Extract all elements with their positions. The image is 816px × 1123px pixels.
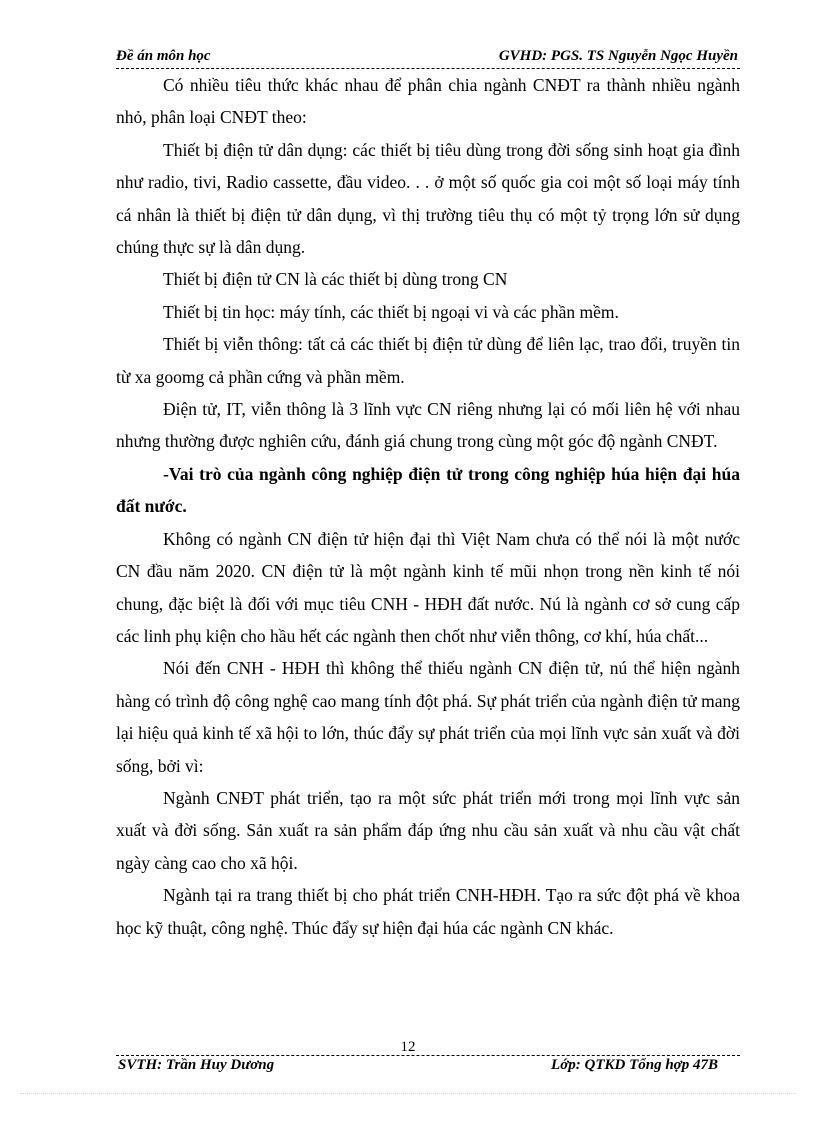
page-header (116, 46, 740, 69)
page-edge-divider (20, 1093, 796, 1094)
header-course-title: Đề án môn học (116, 48, 211, 64)
section-heading: -Vai trò của ngành công nghiệp điện tử trong công nghiệp húa hiện đại húa đất nước. (116, 463, 740, 517)
footer-divider (116, 1055, 740, 1056)
paragraph: Nói đến CNH - HĐH thì không thể thiếu ngành CN điện tử, nú thể hiện ngành hàng có trình độ công nghệ cao mang tính đột phá. Sự phát triển của ngành điện tử mang lại hiệu quả kinh tế xã hội to lớn, thúc đẩy sự phát triển của mọi lĩnh vực sản xuất và đời sống, bởi vì: (116, 658, 740, 776)
page-footer (116, 1057, 740, 1077)
paragraph: Không có ngành CN điện tử hiện đại thì Việt Nam chưa có thể nói là một nước CN đầu năm 2020. CN điện tử là một ngành kinh tế mũi nhọn trong nền kinh tế nói chung, đặc biệt là đối với mục tiêu CNH - HĐH đất nước. Nú là ngành cơ sở cung cấp các linh phụ kiện cho hầu hết các ngành then chốt như viễn thông, cơ khí, húa chất... (116, 528, 740, 646)
header-supervisor: GVHD: PGS. TS Nguyễn Ngọc Huyền (498, 48, 738, 64)
paragraph: Có nhiều tiêu thức khác nhau để phân chia ngành CNĐT ra thành nhiều ngành nhỏ, phân loại CNĐT theo: (116, 75, 740, 128)
page-number: 12 (400, 1039, 416, 1055)
paragraph: Thiết bị điện tử dân dụng: các thiết bị tiêu dùng trong đời sống sinh hoạt gia đình như radio, tivi, Radio cassette, đầu video. . . ở một số quốc gia coi một số loại máy tính cá nhân là thiết bị điện tử dân dụng, vì thị trường tiêu thụ có một tỷ trọng lớn sử dụng chúng thực sự là dân dụng. (116, 139, 740, 258)
paragraph: Ngành CNĐT phát triển, tạo ra một sức phát triển mới trong mọi lĩnh vực sản xuất và đời sống. Sản xuất ra sản phẩm đáp ứng nhu cầu sản xuất và nhu cầu vật chất ngày càng cao cho xã hội. (116, 787, 740, 873)
paragraph: Thiết bị tin học: máy tính, các thiết bị ngoại vi và các phần mềm. (163, 301, 619, 322)
footer-student: SVTH: Trần Huy Dương (118, 1057, 275, 1073)
body-text (116, 69, 740, 944)
paragraph: Ngành tại ra trang thiết bị cho phát triển CNH-HĐH. Tạo ra sức đột phá về khoa học kỹ thuật, công nghệ. Thúc đẩy sự hiện đại húa các ngành CN khác. (116, 885, 740, 938)
footer-class: Lớp: QTKD Tổng hợp 47B (551, 1057, 718, 1073)
paragraph: Thiết bị viễn thông: tất cả các thiết bị điện tử dùng để liên lạc, trao đổi, truyền tin từ xa goomg cả phần cứng và phần mềm. (116, 334, 740, 387)
paragraph: Thiết bị điện tử CN là các thiết bị dùng trong CN (163, 269, 508, 290)
paragraph: Điện tử, IT, viễn thông là 3 lĩnh vực CN riêng nhưng lại có mối liên hệ với nhau nhưng thường được nghiên cứu, đánh giá chung trong cùng một góc độ ngành CNĐT. (116, 399, 740, 452)
